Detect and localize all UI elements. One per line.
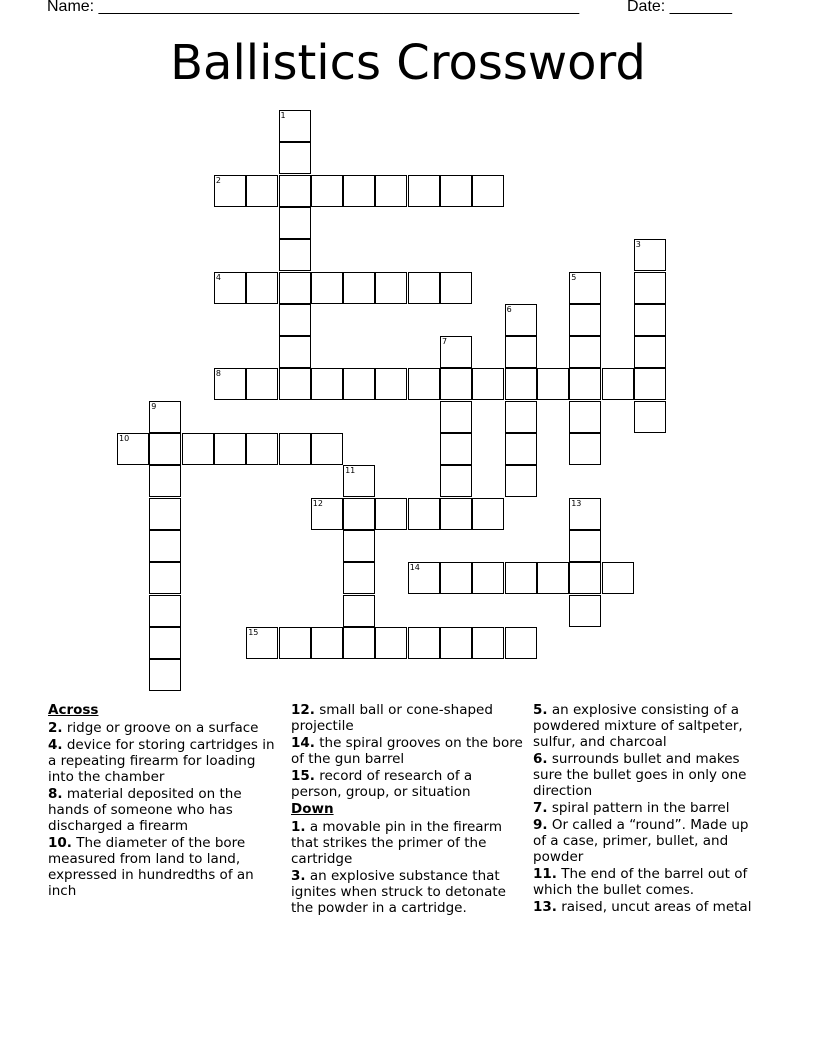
clue-item	[533, 866, 765, 898]
grid-cell[interactable]	[569, 272, 601, 304]
grid-cell[interactable]	[214, 175, 246, 207]
clue-item-text: an explosive substance that ignites when struck to detonate the powder in a cartridge.	[291, 868, 506, 916]
clue-number: 2	[215, 175, 221, 185]
grid-cell[interactable]	[375, 498, 407, 530]
clue-item-number: 14.	[291, 735, 315, 751]
grid-cell[interactable]	[505, 433, 537, 465]
grid-cell[interactable]	[149, 595, 181, 627]
grid-cell[interactable]	[440, 433, 472, 465]
grid-cell[interactable]	[343, 595, 375, 627]
clue-item	[48, 737, 280, 785]
clue-item-number: 13.	[533, 899, 557, 915]
grid-cell[interactable]	[311, 498, 343, 530]
clue-item-number: 7.	[533, 800, 548, 816]
grid-cell[interactable]	[440, 368, 472, 400]
grid-cell[interactable]	[408, 368, 440, 400]
grid-cell[interactable]	[311, 272, 343, 304]
clue-item-text: material deposited on the hands of someone who has discharged a firearm	[48, 786, 242, 834]
clue-item-number: 10.	[48, 835, 72, 851]
clue-number: 7	[442, 337, 448, 347]
grid-cell[interactable]	[634, 336, 666, 368]
grid-cell[interactable]	[279, 175, 311, 207]
grid-cell[interactable]	[472, 498, 504, 530]
grid-cell[interactable]	[440, 336, 472, 368]
grid-cell[interactable]	[246, 433, 278, 465]
name-field-label[interactable]: Name: ______________________________________________________	[47, 0, 580, 15]
grid-cell[interactable]	[149, 401, 181, 433]
grid-cell[interactable]	[440, 175, 472, 207]
grid-cell[interactable]	[214, 433, 246, 465]
grid-cell[interactable]	[279, 239, 311, 271]
clue-item	[48, 835, 280, 899]
page-title: Ballistics Crossword	[170, 35, 646, 91]
grid-cell[interactable]	[569, 433, 601, 465]
grid-cell[interactable]	[602, 368, 634, 400]
grid-cell[interactable]	[343, 272, 375, 304]
grid-cell[interactable]	[214, 272, 246, 304]
grid-cell[interactable]	[440, 498, 472, 530]
clue-number: 5	[571, 272, 577, 282]
clues-column-2	[291, 702, 523, 917]
grid-cell[interactable]	[408, 272, 440, 304]
grid-cell[interactable]	[279, 272, 311, 304]
grid-cell[interactable]	[182, 433, 214, 465]
grid-cell[interactable]	[634, 239, 666, 271]
grid-cell[interactable]	[569, 304, 601, 336]
grid-cell[interactable]	[149, 498, 181, 530]
grid-cell[interactable]	[505, 336, 537, 368]
grid-cell[interactable]	[634, 304, 666, 336]
grid-cell[interactable]	[440, 401, 472, 433]
clue-item-number: 12.	[291, 702, 315, 718]
grid-cell[interactable]	[505, 401, 537, 433]
clue-item	[291, 768, 523, 800]
grid-cell[interactable]	[149, 627, 181, 659]
grid-cell[interactable]	[246, 175, 278, 207]
grid-cell[interactable]	[343, 627, 375, 659]
clues-column-3	[533, 702, 765, 916]
grid-cell[interactable]	[279, 207, 311, 239]
grid-cell[interactable]	[149, 465, 181, 497]
grid-cell[interactable]	[408, 175, 440, 207]
grid-cell[interactable]	[569, 498, 601, 530]
grid-cell[interactable]	[472, 627, 504, 659]
grid-cell[interactable]	[569, 401, 601, 433]
clue-number: 8	[215, 369, 221, 379]
clue-item-number: 1.	[291, 819, 306, 835]
clue-item-text: The end of the barrel out of which the bullet comes.	[533, 866, 748, 898]
clue-item-text: raised, uncut areas of metal	[556, 899, 752, 915]
grid-cell[interactable]	[375, 175, 407, 207]
clue-item-text: an explosive consisting of a powdered mixture of saltpeter, sulfur, and charcoal	[533, 702, 743, 750]
grid-cell[interactable]	[343, 175, 375, 207]
clue-number: 10	[119, 434, 130, 443]
clue-item-text: Or called a “round”. Made up of a case, primer, bullet, and powder	[533, 817, 749, 865]
clue-item	[291, 735, 523, 767]
grid-cell[interactable]	[408, 498, 440, 530]
clue-item	[48, 720, 280, 736]
grid-cell[interactable]	[569, 595, 601, 627]
grid-cell[interactable]	[279, 368, 311, 400]
grid-cell[interactable]	[537, 368, 569, 400]
grid-cell[interactable]	[634, 368, 666, 400]
grid-cell[interactable]	[569, 336, 601, 368]
date-field-label[interactable]: Date: _______	[627, 0, 732, 15]
clue-item	[291, 819, 523, 867]
grid-cell[interactable]	[505, 368, 537, 400]
clue-item	[48, 786, 280, 834]
clue-number: 3	[635, 240, 641, 250]
clue-item-number: 11.	[533, 866, 557, 882]
clue-number: 12	[312, 498, 323, 508]
clue-number: 13	[571, 498, 582, 508]
clue-item-text: surrounds bullet and makes sure the bullet goes in only one direction	[533, 751, 747, 799]
clue-item-number: 9.	[533, 817, 548, 833]
grid-cell[interactable]	[472, 175, 504, 207]
grid-cell[interactable]	[440, 465, 472, 497]
grid-cell[interactable]	[505, 627, 537, 659]
clue-number: 15	[248, 627, 259, 637]
clue-item	[533, 702, 765, 750]
clue-item-number: 2.	[48, 720, 63, 736]
grid-cell[interactable]	[246, 627, 278, 659]
clue-number: 6	[506, 304, 512, 314]
grid-cell[interactable]	[408, 627, 440, 659]
grid-cell[interactable]	[375, 272, 407, 304]
grid-cell[interactable]	[343, 562, 375, 594]
clue-number: 1	[280, 111, 286, 120]
clue-item	[533, 751, 765, 799]
across-heading: Across	[48, 702, 99, 718]
clue-item	[291, 702, 523, 734]
clue-item-text: record of research of a person, group, or situation	[291, 768, 473, 800]
clue-item-number: 6.	[533, 751, 548, 767]
grid-cell[interactable]	[602, 562, 634, 594]
grid-cell[interactable]	[343, 368, 375, 400]
clue-number: 4	[215, 272, 221, 282]
clue-item-text: The diameter of the bore measured from land to land, expressed in hundredths of an inch	[48, 835, 254, 899]
clue-item-number: 15.	[291, 768, 315, 784]
grid-cell[interactable]	[117, 433, 149, 465]
clue-item-text: device for storing cartridges in a repeating firearm for loading into the chamber	[48, 737, 275, 785]
grid-cell[interactable]	[343, 465, 375, 497]
grid-cell[interactable]	[440, 627, 472, 659]
grid-cell[interactable]	[505, 304, 537, 336]
clue-item	[533, 899, 765, 915]
clue-item-text: the spiral grooves on the bore of the gun barrel	[291, 735, 523, 767]
grid-cell[interactable]	[375, 627, 407, 659]
clue-item-text: a movable pin in the firearm that strikes the primer of the cartridge	[291, 819, 502, 867]
grid-cell[interactable]	[569, 562, 601, 594]
grid-cell[interactable]	[472, 562, 504, 594]
grid-cell[interactable]	[569, 368, 601, 400]
clue-item-number: 4.	[48, 737, 63, 753]
grid-cell[interactable]	[149, 562, 181, 594]
down-heading: Down	[291, 801, 334, 817]
grid-cell[interactable]	[375, 368, 407, 400]
clue-item-number: 3.	[291, 868, 306, 884]
grid-cell[interactable]	[279, 336, 311, 368]
grid-cell[interactable]	[149, 433, 181, 465]
grid-cell[interactable]	[279, 304, 311, 336]
grid-cell[interactable]	[246, 272, 278, 304]
grid-cell[interactable]	[149, 659, 181, 691]
grid-cell[interactable]	[408, 562, 440, 594]
grid-cell[interactable]	[569, 530, 601, 562]
grid-cell[interactable]	[149, 530, 181, 562]
clue-item-text: spiral pattern in the barrel	[547, 800, 730, 816]
clue-item-number: 8.	[48, 786, 63, 802]
clue-item	[533, 817, 765, 865]
grid-cell[interactable]	[279, 110, 311, 142]
grid-cell[interactable]	[279, 627, 311, 659]
grid-cell[interactable]	[311, 175, 343, 207]
clue-number: 11	[345, 466, 356, 476]
grid-cell[interactable]	[246, 368, 278, 400]
clue-item-text: small ball or cone-shaped projectile	[291, 702, 493, 734]
grid-cell[interactable]	[214, 368, 246, 400]
grid-cell[interactable]	[505, 465, 537, 497]
grid-cell[interactable]	[279, 433, 311, 465]
clue-item	[291, 868, 523, 916]
grid-cell[interactable]	[440, 562, 472, 594]
grid-cell[interactable]	[440, 272, 472, 304]
clue-number: 14	[409, 563, 420, 573]
grid-cell[interactable]	[311, 627, 343, 659]
grid-cell[interactable]	[343, 498, 375, 530]
grid-cell[interactable]	[634, 272, 666, 304]
clues-column-1	[48, 702, 280, 900]
clue-item-number: 5.	[533, 702, 548, 718]
clue-item-text: ridge or groove on a surface	[62, 720, 259, 736]
grid-cell[interactable]	[279, 142, 311, 174]
clue-number: 9	[151, 401, 157, 411]
grid-cell[interactable]	[343, 530, 375, 562]
grid-cell[interactable]	[472, 368, 504, 400]
grid-cell[interactable]	[634, 401, 666, 433]
grid-cell[interactable]	[311, 433, 343, 465]
grid-cell[interactable]	[505, 562, 537, 594]
grid-cell[interactable]	[311, 368, 343, 400]
grid-cell[interactable]	[537, 562, 569, 594]
clue-item	[533, 800, 765, 816]
